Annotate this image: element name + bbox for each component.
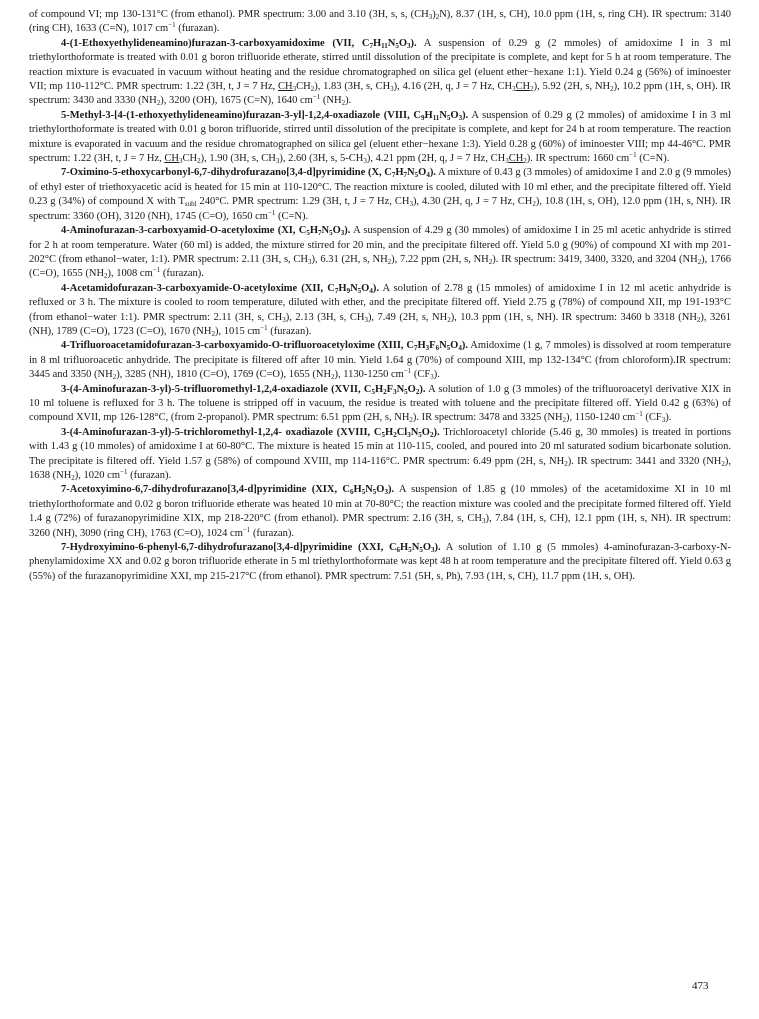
compound-heading: 7-Hydroxyimino-6-phenyl-6,7-dihydrofurazano[3,4-d]pyrimidine (XXI, $C_6H_5N_5O_3$). xyxy=(61,542,441,555)
paragraph-compound-x xyxy=(29,166,731,224)
paragraph-text: A solution of 1.10 g (5 mmoles) 4-aminofurazan-3-carboxy-N-phenylamidoxime XX and 0.02 g boron trifluoride etherate in 5 ml triethylorthoformate was kept 48 h at room temperature and the precipitate filtered off. Yield 0.63 g (55%) of the furazanopyrimidine XXI, mp 215-217°C (from ethanol). PMR spectrum: 7.51 (5H, s, Ph), 7.93 (1H, s, CH), 11.7 ppm (1H, s, OH). xyxy=(29,542,732,582)
paragraph-compound-xii xyxy=(29,282,731,340)
paragraph-compound-xviii xyxy=(29,426,731,484)
paragraph-text: A suspension of 1.85 g (10 mmoles) of the acetamidoxime XI in 10 ml triethylorthoformate and 0.02 g boron trifluoride etherate was heated 10 min at 70-80°C; the reaction mixture was cooled and the precipitate formed filtered off. Yield 1.4 g (72%) of furazanopyrimidine XIX, mp 218-220°C (from ethanol). PMR spectrum: 2.16 (3H, s, $CH_3$), 7.84 (1H, s, CH), 12.1 ppm (1H, s, NH). IR spectrum: 3260 (NH), 3090 (ring CH), 1763 (C=O), 1024 $cm^{-1}$ (furazan). xyxy=(29,484,731,539)
compound-heading: 5-Methyl-3-[4-(1-ethoxyethylideneamino)furazan-3-yl]-1,2,4-oxadiazole (VIII, $C_9H_{11}N_5O_3$). xyxy=(61,109,469,122)
compound-heading: 3-(4-Aminofurazan-3-yl)-5-trifluoromethyl-1,2,4-oxadiazole (XVII, $C_5H_2F_3N_5O_2$). xyxy=(61,383,426,396)
paragraph-text: Amidoxime (1 g, 7 mmoles) is dissolved at room temperature in 8 ml trifluoroacetic anhydride. The precipitate is filtered off after 10 min. Yield 1.64 g (70%) of compound XIII, mp 132-134°C (from chloroform).IR spectrum: 3445 and 3350 $(NH_2)$, 3285 (NH), 1810 (C=O), 1769 (C=O), 1655 $(NH_2)$, 1130-1250 $cm^{-1}$ $(CF_3)$. xyxy=(29,340,732,382)
document-body xyxy=(29,8,731,584)
paragraph-continuation xyxy=(29,8,731,37)
compound-heading: 7-Oximino-5-ethoxycarbonyl-6,7-dihydrofurazano[3,4-d]pyrimidine (X, $C_7H_7N_5O_4$). xyxy=(61,167,436,180)
paragraph-compound-vii xyxy=(29,37,731,109)
paragraph-compound-xvii xyxy=(29,383,731,426)
page-number: 473 xyxy=(692,980,709,992)
paragraph-compound-xi xyxy=(29,224,731,282)
paragraph-compound-xiii xyxy=(29,339,731,382)
paragraph-text: A solution of 1.0 g (3 mmoles) of the trifluoroacetyl derivative XIX in 10 ml toluene is refluxed for 3 h. The toluene is stripped off in vacuum, the residue is treated with toluene and the precipitate filtered off. Yield 0.42 g (63%) of compound XVII, mp 126-128°C, (from 2-propanol). PMR spectrum: 6.51 ppm (2H, s, $NH_2$). IR spectrum: 3478 and 3325 $(NH_2)$, 1150-1240 $cm^{-1}$ $(CF_3)$. xyxy=(29,383,731,425)
paragraph-text: A suspension of 4.29 g (30 mmoles) of amidoxime I in 25 ml acetic anhydride is stirred for 2 h at room temperature. Water (60 ml) is added, the mixture stirred for 20 min, and the precipitate filtered off. Yield 5.0 g (90%) of compound XI with mp 201-202°C (from ethanol−water, 1:1). PMR spectrum: 2.11 (3H, s, $CH_3$), 6.31 (2H, s, $NH_2$), 7.22 ppm (2H, s, $NH_2$). IR spectrum: 3419, 3400, 3320, and 3204 $(NH_2)$, 1766 (C=O), 1655 $(NH_2)$, 1008 $cm^{-1}$ (furazan). xyxy=(29,225,732,281)
compound-heading: 7-Acetoxyimino-6,7-dihydrofurazano[3,4-d]pyrimidine (XIX, $C_6H_5N_5O_3$). xyxy=(61,484,395,497)
paragraph-compound-xix xyxy=(29,483,731,541)
compound-heading: 4-Trifluoroacetamidofurazan-3-carboxyamido-O-trifluoroacetyloxime (XIII, $C_7H_3F_6N_5O_4$). xyxy=(61,340,468,353)
paragraph-text: A solution of 2.78 g (15 mmoles) of amidoxime I in 12 ml acetic anhydride is refluxed or 3 h. The mixture is cooled to room temperature, diluted with ether, and the precipitate filtered off. Yield 2.75 g (78%) of compound XII, mp 191-193°C (from ethanol−water 1:1). PMR spectrum: 2.11 (3H, s, $CH_3$), 2.13 (3H, s, $CH_3$), 7.49 (2H, s, $NH_2$), 10.3 ppm (1H, s, NH). IR spectrum: 3460 b 3318 $(NH_2)$, 3261 (NH), 1789 (C=O), 1723 (C=O), 1670 $(NH_2)$, 1015 $cm^{-1}$ (furazan). xyxy=(29,282,732,338)
paragraph-compound-xxi xyxy=(29,541,731,584)
paragraph-text: A suspension of 0.29 g (2 mmoles) of amidoxime I in 3 ml triethylorthoformate is treated with 0.01 g boron trifluoride etherate, stirred until dissolution of the precipitate is complete, and kept for 5 h at room temperature. The reaction mixture is evacuated in vacuum without heating and the residue chromatographed on silica gel (eluent ether−hexane 1:1). Yield 0.24 g (56%) of iminoester VII; mp 110-112°C. PMR spectrum: 1.22 (3H, t, J = 7 Hz, $CH_3CH_2$), 1.83 (3H, s, $CH_3$), 4.16 (2H, q, J = 7 Hz, $CH_3CH_2$), 5.92 (2H, s, $NH_2$), 10.2 ppm (1H, s, OH). IR spectrum: 3430 and 3330 $(NH_2)$, 3200 (OH), 1675 (C=N), 1640 $cm^{-1}$ $(NH_2)$. xyxy=(29,37,732,108)
compound-heading: 4-Aminofurazan-3-carboxyamid-O-acetyloxime (XI, $C_5H_7N_5O_3$). xyxy=(61,225,351,238)
paragraph-text: A suspension of 0.29 g (2 mmoles) of amidoxime I in 3 ml triethylorthoformate is treated with 0.01 g boron trifluoride, stirred until dissolution of the precipitate is complete, and kept for 24 h at room temperature. The reaction mixture is evaporated in vacuum and the residue chromatographed on silica gel (eluent ether−hexane 1:3). Yield 0.28 g (60%) of iminoester VIII; mp 44-46°C. PMR spectrum: 1.22 (3H, t, J = 7 Hz, $CH_3CH_2$), 1.90 (3H, s, $CH_3$), 2.60 (3H, s, $5-CH_3$), 4.21 ppm (2H, q, J = 7 Hz, $CH_3CH_2$). IR spectrum: 1660 $cm^{-1}$ (C=N). xyxy=(29,109,731,166)
compound-heading: 4-Acetamidofurazan-3-carboxyamide-O-acetyloxime (XII, $C_7H_9N_5O_4$). xyxy=(61,282,379,295)
paragraph-compound-viii xyxy=(29,109,731,167)
paragraph-text: of compound VI; mp 130-131°C (from ethanol). PMR spectrum: 3.00 and 3.10 (3H, s, s, $(CH_3)_2N$), 8.37 (1H, s, CH), 10.0 ppm (1H, s, ring CH). IR spectrum: 3140 (ring CH), 1633 (C=N), 1017 $cm^{-1}$ (furazan). xyxy=(29,9,731,35)
paragraph-text: A mixture of 0.43 g (3 mmoles) of amidoxime I and 2.0 g (9 mmoles) of ethyl ester of triethoxyacetic acid is heated for 15 min at 110-120°C. The reaction mixture is cooled, diluted with 10 ml ether, and the precipitate filtered off. Yield 0.23 g (34%) of compound X with $T_{subl}$ 240°C. PMR spectrum: 1.29 (3H, t, J = 7 Hz, $CH_3$), 4.30 (2H, q, J = 7 Hz, $CH_2$), 10.8 (1H, s, OH), 12.0 ppm (1H, s, NH). IR spectrum: 3360 (OH), 3120 (NH), 1745 (C=O), 1650 $cm^{-1}$ (C=N). xyxy=(29,167,731,222)
paragraph-text: Trichloroacetyl chloride (5.46 g, 30 mmoles) is treated in portions with 1.43 g (10 mmoles) of amidoxime I at 60-80°C. The mixture is heated 15 min at 110-115, cooled, and poured into 20 ml saturated sodium bicarbonate solution. The precipitate is filtered off. Yield 1.57 g (58%) of compound XVIII, mp 114-116°C. PMR spectrum: 6.49 ppm (2H, s, $NH_2$). IR spectrum: 3441 and 3320 $(NH_2)$, 1638 $(NH_2)$, 1020 $cm^{-1}$ (furazan). xyxy=(29,426,732,482)
compound-heading: 3-(4-Aminofurazan-3-yl)-5-trichloromethyl-1,2,4- oxadiazole (XVIII, $C_5H_2Cl_3N_5O_2$). xyxy=(61,426,440,439)
compound-heading: 4-(1-Ethoxyethylideneamino)furazan-3-carboxyamidoxime (VII, $C_7H_{11}N_5O_3$). xyxy=(61,37,417,50)
